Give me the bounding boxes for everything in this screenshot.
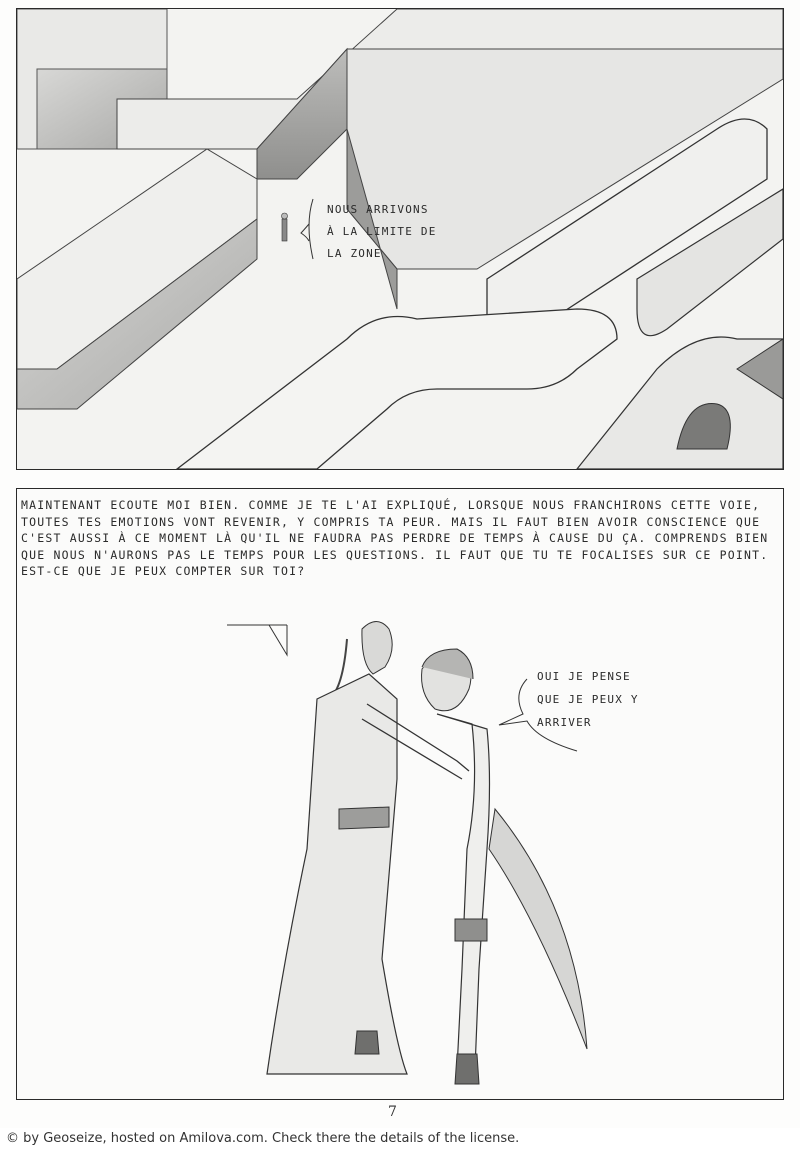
speech-bubble-reply	[537, 665, 687, 734]
panel-characters	[16, 488, 784, 1100]
reply-line: QUE JE PEUX Y	[537, 693, 639, 706]
reply-line: ARRIVER	[537, 716, 592, 729]
panel-maze	[16, 8, 784, 470]
speech-line: LA ZONE	[327, 247, 382, 260]
speech-line: NOUS ARRIVONS	[327, 203, 429, 216]
speech-line: À LA LIMITE DE	[327, 225, 437, 238]
characters-illustration	[17, 489, 783, 1099]
license-footer: © by Geoseize, hosted on Amilova.com. Check there the details of the license.	[6, 1131, 520, 1146]
page-number: 7	[388, 1104, 397, 1120]
narration-bubble: MAINTENANT ECOUTE MOI BIEN. COMME JE TE L'AI EXPLIQUÉ, LORSQUE NOUS FRANCHIRONS CETTE VOIE, TOUTES TES EMOTIONS VONT REVENIR, Y COMPRIS TA PEUR. MAIS IL FAUT BIEN AVOIR CONSCIENCE QUE C'EST AUSSI À CE MOMENT LÀ QU'IL NE FAUDRA PAS PERDRE DE TEMPS À CAUSE DU ÇA. COMPRENDS BIEN QUE NOUS N'AURONS PAS LE TEMPS POUR LES QUESTIONS. IL FAUT QUE TU TE FOCALISES SUR CE POINT. EST-CE QUE JE PEUX COMPTER SUR TOI?	[21, 498, 769, 578]
reply-line: OUI JE PENSE	[537, 670, 631, 683]
speech-bubble-top	[327, 199, 457, 265]
